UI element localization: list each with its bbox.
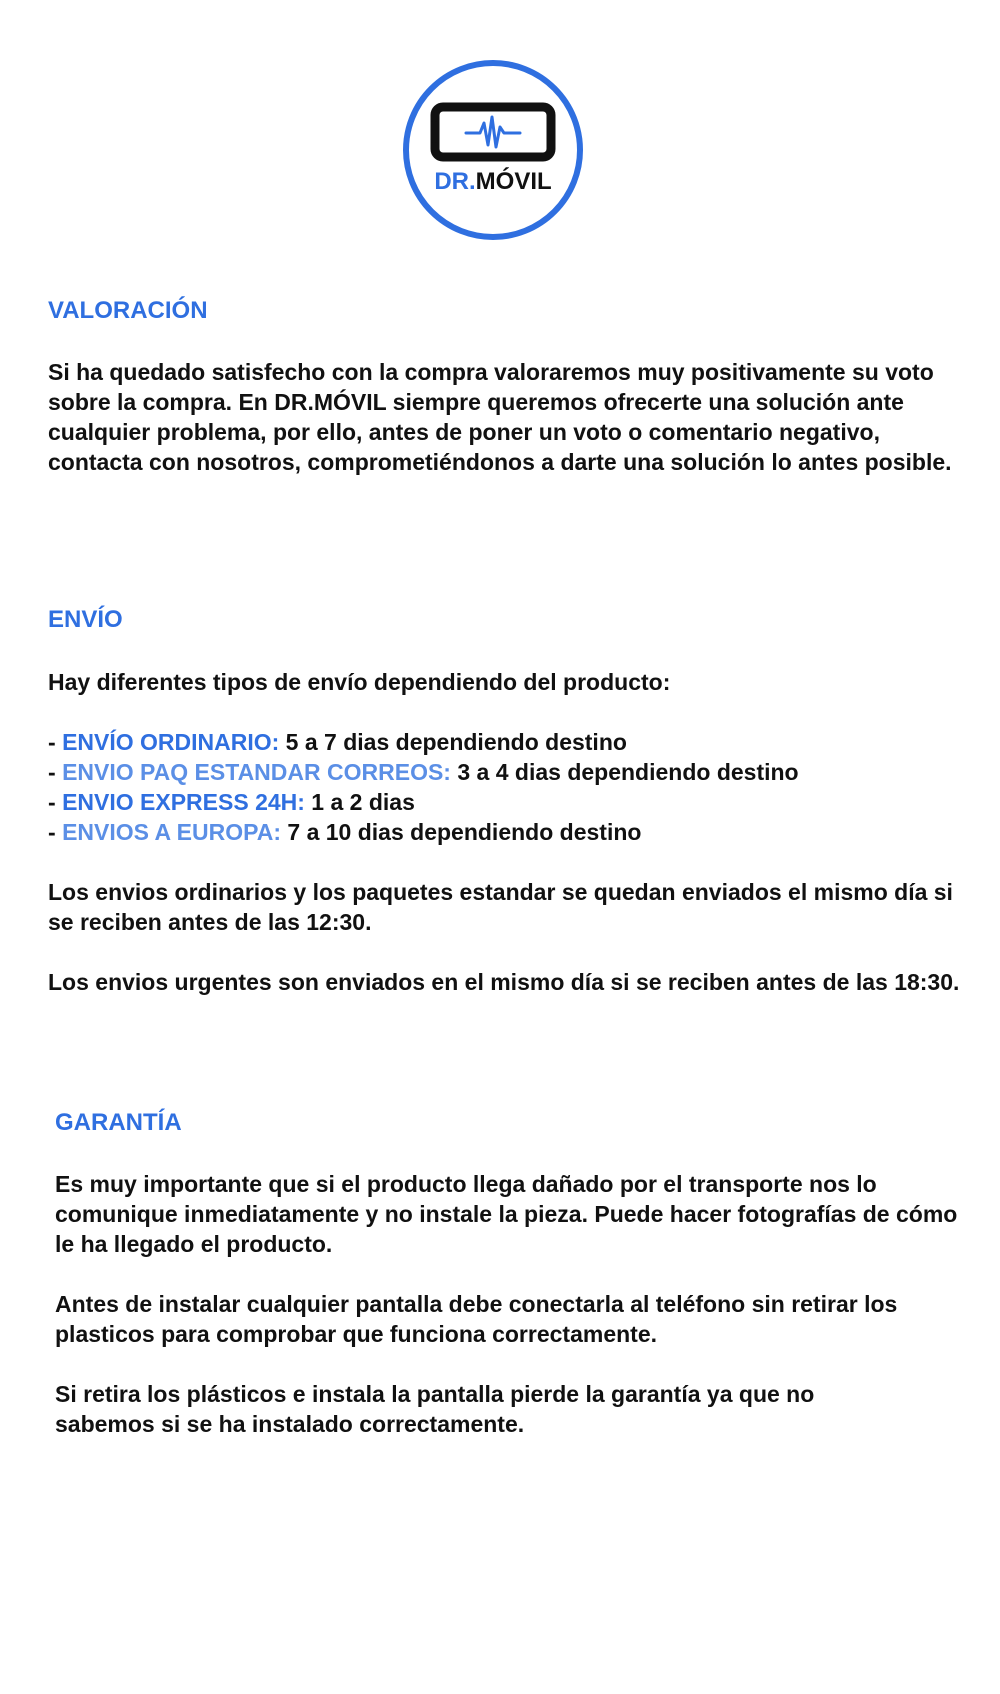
valoracion-body: Si ha quedado satisfecho con la compra valoraremos muy positivamente su voto sobre la compra. En DR.MÓVIL siempre queremos ofrecerte una solución ante cualquier problema, por ello, antes de poner un voto o comentario negativo, contacta con nosotros, comprometiéndonos a darte una solución lo antes posible. [48, 359, 952, 475]
brand-logo [402, 59, 584, 241]
valoracion-section [48, 296, 968, 326]
list-item: - ENVIOS A EUROPA: 7 a 10 dias dependiendo destino [48, 819, 642, 845]
garantia-para-3: Si retira los plásticos e instala la pantalla pierde la garantía ya que no sabemos si se ha instalado correctamente. [55, 1381, 815, 1437]
envio-list-wrap [48, 727, 968, 847]
list-item: - ENVIO EXPRESS 24H: 1 a 2 dias [48, 789, 415, 815]
envio-note-2-wrap [48, 967, 978, 997]
envio-intro-wrap [48, 667, 968, 697]
garantia-para-1: Es muy importante que si el producto llega dañado por el transporte nos lo comunique inmediatamente y no instale la pieza. Puede hacer fotografías de cómo le ha llegado el producto. [55, 1171, 958, 1257]
envio-intro: Hay diferentes tipos de envío dependiendo del producto: [48, 669, 671, 695]
shipping-options-list [48, 727, 968, 847]
shipping-option-label: ENVIO PAQ ESTANDAR CORREOS: [62, 759, 451, 785]
list-item: - ENVÍO ORDINARIO: 5 a 7 dias dependiendo destino [48, 729, 627, 755]
shipping-option-label: ENVÍO ORDINARIO: [62, 729, 280, 755]
garantia-title: GARANTÍA [55, 1109, 182, 1136]
brand-logo-graphic [402, 59, 584, 241]
garantia-para-1-wrap [55, 1169, 975, 1259]
envio-section [48, 605, 968, 635]
garantia-para-2: Antes de instalar cualquier pantalla debe conectarla al teléfono sin retirar los plasticos para comprobar que funciona correctamente. [55, 1291, 898, 1347]
valoracion-title: VALORACIÓN [48, 297, 208, 324]
shipping-option-value: 1 a 2 dias [304, 789, 415, 815]
logo-text: DR.MÓVIL [434, 168, 552, 195]
valoracion-body-wrap [48, 357, 958, 477]
envio-note-1: Los envios ordinarios y los paquetes estandar se quedan enviados el mismo día si se reciben antes de las 12:30. [48, 879, 953, 935]
envio-note-2: Los envios urgentes son enviados en el mismo día si se reciben antes de las 18:30. [48, 969, 960, 995]
envio-note-1-wrap [48, 877, 978, 937]
shipping-option-value: 3 a 4 dias dependiendo destino [450, 759, 799, 785]
garantia-section [55, 1108, 975, 1138]
garantia-para-2-wrap [55, 1289, 985, 1349]
shipping-option-value: 7 a 10 dias dependiendo destino [281, 819, 642, 845]
shipping-option-label: ENVIOS A EUROPA: [62, 819, 282, 845]
envio-title: ENVÍO [48, 606, 123, 633]
garantia-para-3-wrap [55, 1379, 915, 1439]
shipping-option-value: 5 a 7 dias dependiendo destino [279, 729, 627, 755]
shipping-option-label: ENVIO EXPRESS 24H: [62, 789, 305, 815]
list-item: - ENVIO PAQ ESTANDAR CORREOS: 3 a 4 dias dependiendo destino [48, 759, 799, 785]
